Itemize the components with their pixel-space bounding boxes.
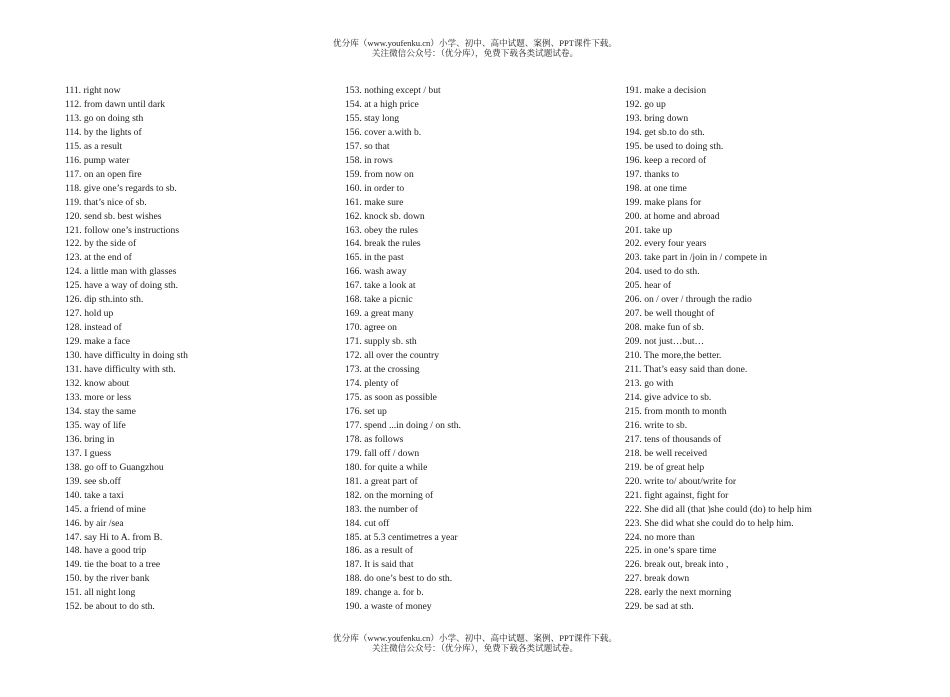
phrase-item: 125. have a way of doing sth. — [65, 280, 178, 292]
phrase-item: 115. as a result — [65, 140, 123, 152]
phrase-item: 166. wash away — [345, 266, 407, 278]
phrase-item: 116. pump water — [65, 154, 130, 166]
phrase-item: 136. bring in — [65, 433, 115, 445]
phrase-item: 150. by the river bank — [65, 573, 150, 585]
phrase-item: 193. bring down — [625, 112, 689, 124]
phrase-item: 216. write to sb. — [625, 419, 688, 431]
phrase-item: 176. set up — [345, 405, 387, 417]
phrase-item: 211. That’s easy said than done. — [625, 364, 748, 376]
phrase-item: 127. hold up — [65, 308, 114, 320]
phrase-item: 177. spend ...in doing / on sth. — [345, 419, 461, 431]
footer-line-1: 优分库（www.youfenku.cn）小学、初中、高中试题、案例、PPT课件下载。 — [333, 633, 617, 643]
phrase-item: 169. a great many — [345, 308, 414, 320]
phrase-item: 113. go on doing sth — [65, 112, 144, 124]
phrase-item: 147. say Hi to A. from B. — [65, 531, 163, 543]
phrase-item: 191. make a decision — [625, 85, 706, 96]
phrase-item: 170. agree on — [345, 322, 397, 334]
phrase-item: 206. on / over / through the radio — [625, 294, 752, 306]
phrase-item: 159. from now on — [345, 168, 414, 180]
phrase-item: 221. fight against, fight for — [625, 489, 729, 501]
phrase-item: 149. tie the boat to a tree — [65, 559, 161, 571]
phrase-column-2 — [345, 84, 461, 614]
phrase-item: 130. have difficulty in doing sth — [65, 350, 188, 362]
phrase-item: 151. all night long — [65, 587, 136, 599]
phrase-column-1 — [65, 84, 188, 614]
phrase-item: 183. the number of — [345, 503, 419, 515]
phrase-item: 184. cut off — [345, 517, 390, 529]
phrase-item: 214. give advice to sb. — [625, 391, 712, 403]
phrase-item: 196. keep a record of — [625, 154, 707, 166]
phrase-item: 139. see sb.off — [65, 475, 121, 487]
phrase-item: 202. every four years — [625, 238, 707, 250]
phrase-item: 153. nothing except / but — [345, 85, 441, 96]
phrase-item: 218. be well received — [625, 447, 708, 459]
phrase-item: 208. make fun of sb. — [625, 322, 704, 334]
phrase-item: 189. change a. for b. — [345, 587, 424, 599]
phrase-item: 226. break out, break into , — [625, 559, 729, 571]
phrase-item: 134. stay the same — [65, 405, 136, 417]
phrase-item: 173. at the crossing — [345, 364, 420, 376]
phrase-item: 213. go with — [625, 378, 674, 390]
phrase-item: 174. plenty of — [345, 378, 399, 390]
phrase-item: 195. be used to doing sth. — [625, 140, 724, 152]
phrase-item: 210. The more,the better. — [625, 350, 722, 362]
phrase-item: 163. obey the rules — [345, 224, 419, 236]
phrase-item: 118. give one’s regards to sb. — [65, 182, 177, 194]
phrase-item: 135. way of life — [65, 419, 126, 431]
phrase-item: 178. as follows — [345, 433, 404, 445]
phrase-item: 122. by the side of — [65, 238, 137, 250]
phrase-item: 140. take a taxi — [65, 489, 124, 501]
phrase-item: 117. on an open fire — [65, 168, 142, 180]
phrase-item: 160. in order to — [345, 182, 405, 194]
phrase-item: 203. take part in /join in / compete in — [625, 252, 768, 264]
phrase-item: 228. early the next morning — [625, 587, 732, 599]
phrase-item: 154. at a high price — [345, 98, 419, 110]
phrase-column-3 — [625, 84, 812, 614]
phrase-item: 201. take up — [625, 224, 673, 236]
phrase-list-1 — [65, 84, 188, 614]
phrase-item: 186. as a result of — [345, 545, 413, 557]
phrase-item: 205. hear of — [625, 280, 672, 292]
phrase-item: 172. all over the country — [345, 350, 440, 362]
phrase-item: 229. be sad at sth. — [625, 601, 694, 613]
phrase-item: 199. make plans for — [625, 196, 702, 208]
phrase-item: 164. break the rules — [345, 238, 421, 250]
phrase-item: 194. get sb.to do sth. — [625, 126, 705, 138]
phrase-item: 138. go off to Guangzhou — [65, 461, 164, 473]
phrase-list-2 — [345, 84, 461, 614]
phrase-item: 187. It is said that — [345, 559, 414, 571]
phrase-item: 161. make sure — [345, 196, 404, 208]
phrase-item: 219. be of great help — [625, 461, 705, 473]
phrase-item: 121. follow one’s instructions — [65, 224, 180, 236]
phrase-item: 217. tens of thousands of — [625, 433, 722, 445]
phrase-item: 133. more or less — [65, 391, 132, 403]
phrase-item: 128. instead of — [65, 322, 122, 334]
phrase-item: 132. know about — [65, 378, 130, 390]
phrase-item: 182. on the morning of — [345, 489, 434, 501]
phrase-item: 215. from month to month — [625, 405, 727, 417]
phrase-item: 167. take a look at — [345, 280, 416, 292]
page-footer — [0, 633, 950, 653]
phrase-item: 198. at one time — [625, 182, 687, 194]
phrase-item: 190. a waste of money — [345, 601, 432, 613]
phrase-item: 180. for quite a while — [345, 461, 428, 473]
phrase-item: 223. She did what she could do to help him. — [625, 517, 794, 529]
phrase-item: 224. no more than — [625, 531, 695, 543]
phrase-item: 207. be well thought of — [625, 308, 715, 320]
phrase-item: 146. by air /sea — [65, 517, 124, 529]
phrase-item: 185. at 5.3 centimetres a year — [345, 531, 458, 543]
phrase-item: 168. take a picnic — [345, 294, 413, 306]
footer-line-2: 关注微信公众号：（优分库），免费下载各类试题试卷。 — [371, 643, 579, 653]
phrase-item: 158. in rows — [345, 154, 393, 166]
phrase-item: 112. from dawn until dark — [65, 98, 166, 110]
phrase-item: 222. She did all (that )she could (do) to help him — [625, 503, 812, 515]
phrase-item: 129. make a face — [65, 336, 130, 348]
phrase-item: 188. do one’s best to do sth. — [345, 573, 453, 585]
phrase-item: 137. I guess — [65, 447, 112, 459]
phrase-item: 171. supply sb. sth — [345, 336, 417, 348]
phrase-item: 209. not just…but… — [625, 336, 705, 348]
phrase-item: 225. in one’s spare time — [625, 545, 717, 557]
phrase-item: 148. have a good trip — [65, 545, 147, 557]
page-header — [0, 38, 950, 58]
phrase-item: 123. at the end of — [65, 252, 132, 264]
phrase-item: 124. a little man with glasses — [65, 266, 177, 278]
header-line-1: 优分库（www.youfenku.cn）小学、初中、高中试题、案例、PPT课件下载。 — [333, 38, 617, 48]
phrase-item: 227. break down — [625, 573, 690, 585]
phrase-item: 204. used to do sth. — [625, 266, 700, 278]
phrase-item: 120. send sb. best wishes — [65, 210, 162, 222]
phrase-item: 155. stay long — [345, 112, 400, 124]
phrase-list-3 — [625, 84, 812, 614]
phrase-item: 114. by the lights of — [65, 126, 142, 138]
phrase-item: 152. be about to do sth. — [65, 601, 155, 613]
phrase-item: 156. cover a.with b. — [345, 126, 422, 138]
phrase-item: 200. at home and abroad — [625, 210, 720, 222]
phrase-item: 157. so that — [345, 140, 390, 152]
phrase-item: 165. in the past — [345, 252, 404, 264]
phrase-item: 220. write to/ about/write for — [625, 475, 737, 487]
phrase-item: 175. as soon as possible — [345, 391, 437, 403]
phrase-item: 162. knock sb. down — [345, 210, 425, 222]
phrase-item: 111. right now — [65, 85, 121, 96]
phrase-item: 181. a great part of — [345, 475, 418, 487]
phrase-item: 131. have difficulty with sth. — [65, 364, 176, 376]
phrase-item: 197. thanks to — [625, 168, 680, 180]
header-line-2: 关注微信公众号：（优分库），免费下载各类试题试卷。 — [371, 48, 579, 58]
phrase-item: 145. a friend of mine — [65, 503, 146, 515]
phrase-item: 192. go up — [625, 98, 666, 110]
phrase-item: 126. dip sth.into sth. — [65, 294, 144, 306]
phrase-item: 179. fall off / down — [345, 447, 420, 459]
phrase-item: 119. that’s nice of sb. — [65, 196, 147, 208]
